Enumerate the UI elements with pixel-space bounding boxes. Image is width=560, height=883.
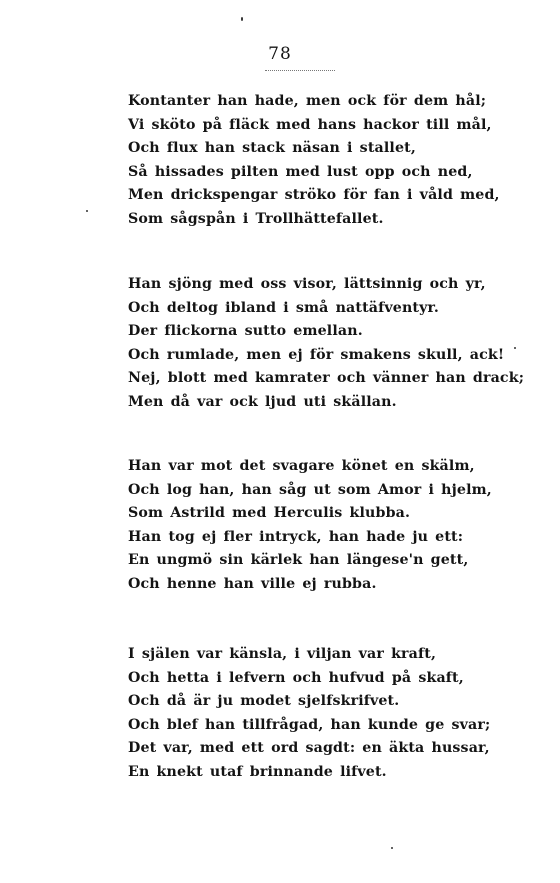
verse-line: Nej, blott med kamrater och vänner han drack; [128, 370, 525, 387]
verse-line: Vi sköto på fläck med hans hackor till mål, [128, 116, 492, 133]
stanza [128, 455, 538, 597]
verse-line: Men drickspengar ströko för fan i våld med, [128, 187, 500, 204]
verse-line: Han var mot det svagare könet en skälm, [128, 458, 475, 474]
verse-line: Som sågspån i Trollhättefallet. [128, 210, 384, 227]
ink-speck [391, 847, 393, 849]
page-number: 78 [268, 44, 292, 64]
ink-speck [86, 210, 88, 212]
verse-line: Men då var ock ljud uti skällan. [128, 393, 397, 410]
verse-line: Det var, med ett ord sagdt: en äkta hussar, [128, 740, 490, 757]
verse-line: I själen var känsla, i viljan var kraft, [128, 646, 437, 662]
verse-line: Der flickorna sutto emellan. [128, 323, 363, 340]
page-number-rule [265, 70, 335, 71]
stanza [128, 273, 538, 415]
verse-line: Och hetta i lefvern och hufvud på skaft, [128, 669, 464, 686]
verse-line: Han tog ej fler intryck, han hade ju ett: [128, 528, 464, 545]
verse-line: En knekt utaf brinnande lifvet. [128, 763, 387, 780]
stanza [128, 643, 538, 785]
verse-line: Så hissades pilten med lust opp och ned, [128, 163, 473, 180]
verse-line: Kontanter han hade, men ock för dem hål; [128, 93, 487, 109]
verse-line: Som Astrild med Herculis klubba. [128, 505, 411, 522]
ink-speck [241, 17, 243, 21]
verse-line: Och deltog ibland i små nattäfventyr. [128, 299, 439, 316]
verse-line: En ungmö sin kärlek han längese'n gett, [128, 552, 469, 569]
verse-line: Och henne han ville ej rubba. [128, 575, 377, 592]
verse-line: Och rumlade, men ej för smakens skull, ack! [128, 346, 505, 363]
verse-line: Han sjöng med oss visor, lättsinnig och yr, [128, 276, 486, 292]
verse-line: Och flux han stack näsan i stallet, [128, 140, 416, 157]
stanza [128, 90, 538, 232]
verse-line: Och blef han tillfrågad, han kunde ge svar; [128, 716, 491, 733]
verse-line: Och log han, han såg ut som Amor i hjelm, [128, 481, 492, 498]
verse-line: Och då är ju modet sjelfskrifvet. [128, 693, 400, 710]
